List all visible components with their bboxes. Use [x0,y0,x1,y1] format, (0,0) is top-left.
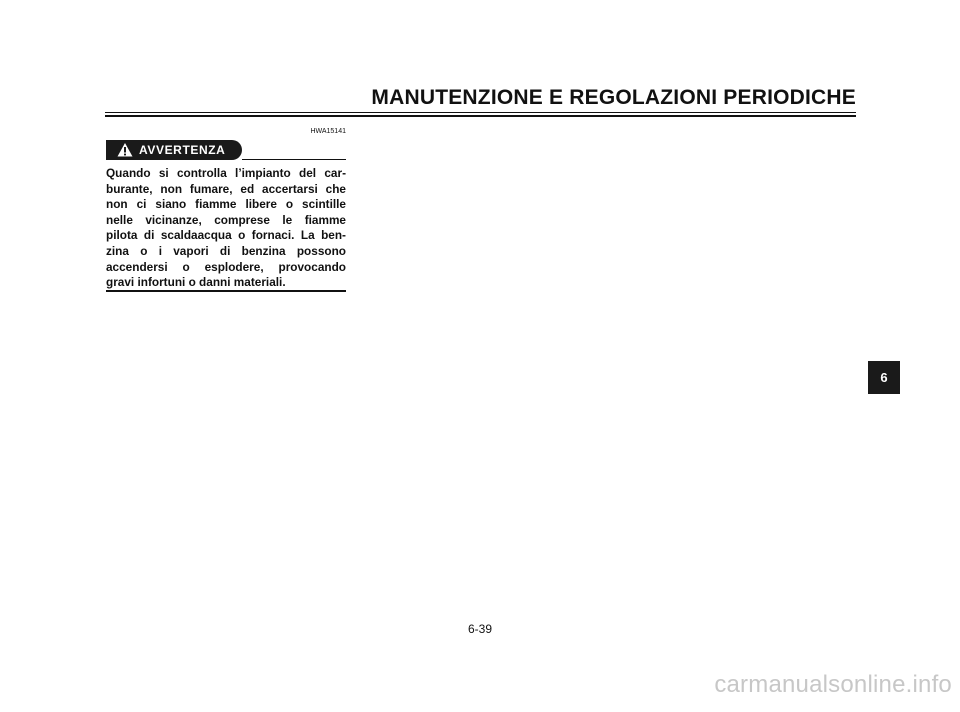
warning-footer-rule [106,290,346,292]
warning-header [106,140,346,162]
page-number: 6-39 [467,622,493,636]
warning-header-rule [242,159,346,160]
watermark: carmanualsonline.info [714,671,952,698]
warning-text-line: Quando si controlla l’impianto del car- [106,166,346,180]
warning-label: AVVERTENZA [139,143,226,157]
warning-text-line: accendersi o esplodere, provocando [106,259,346,274]
warning-ref-code: HWA15141 [310,128,346,135]
warning-triangle-icon [117,142,133,158]
title-rule-thick [105,115,856,117]
section-title: MANUTENZIONE E REGOLAZIONI PERIODICHE [371,86,856,109]
warning-text-line: pilota di scaldaacqua o fornaci. La ben- [106,228,346,243]
warning-text-line: nelle vicinanze, comprese le fiamme [106,212,346,227]
warning-text-line: burante, non fumare, ed accertarsi che [106,181,346,196]
warning-body [106,166,346,291]
warning-text-line: gravi infortuni o danni materiali. [106,275,286,290]
warning-text-line: non ci siano fiamme libere o scintille [106,197,346,212]
warning-badge [106,140,242,160]
title-rule-thin [105,112,856,113]
chapter-tab: 6 [868,361,900,394]
warning-text-line: zina o i vapori di benzina possono [106,243,346,258]
